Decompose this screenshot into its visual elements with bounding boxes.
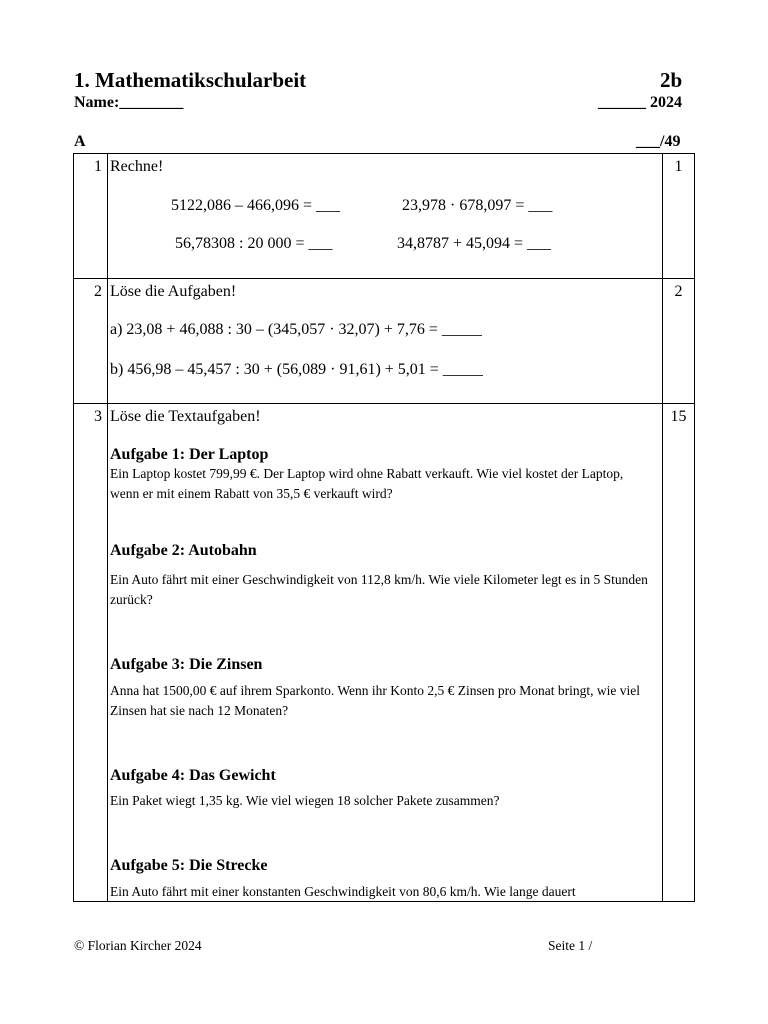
word-problem-text: Ein Auto fährt mit einer konstanten Geschwindigkeit von 80,6 km/h. Wie lange dauert [110,884,576,899]
task-number: 2 [94,283,102,300]
name-field-label: Name:________ [74,94,184,111]
date-year-label: ______ 2024 [598,94,682,111]
word-problem-title: Aufgabe 1: Der Laptop [110,446,269,463]
task-number: 1 [94,158,102,175]
word-problem-title: Aufgabe 5: Die Strecke [110,857,268,874]
word-problem-text: Ein Auto fährt mit einer Geschwindigkeit von 112,8 km/h. Wie viele Kilometer legt es in 5 Stunden zurück? [110,572,648,607]
task-instruction: Löse die Aufgaben! [110,283,237,300]
task-row-2 [74,279,694,404]
expression: 23,978 · 678,097 = ___ [402,197,553,214]
section-label: A [74,133,86,150]
task-instruction: Löse die Textaufgaben! [110,408,261,425]
exam-table [73,153,695,902]
page-title: 1. Mathematikschularbeit [74,68,307,92]
subtask-b: b) 456,98 – 45,457 : 30 + (56,089 · 91,61) + 5,01 = _____ [110,361,483,378]
task-row-3 [74,404,694,902]
task-number: 3 [94,408,102,425]
class-code: 2b [660,68,683,92]
expression: 5122,086 – 466,096 = ___ [171,197,341,214]
subtask-a: a) 23,08 + 46,088 : 30 – (345,057 · 32,07) + 7,76 = _____ [110,321,482,338]
word-problem-text: Ein Laptop kostet 799,99 €. Der Laptop wird ohne Rabatt verkauft. Wie viel kostet der Laptop, wenn er mit einem Rabatt von 35,5 € verkauft wird? [110,466,624,501]
footer-page-number: Seite 1 / [548,938,593,953]
task-points: 1 [674,158,683,175]
expression: 34,8787 + 45,094 = ___ [397,235,552,252]
total-score: ___/49 [636,133,681,150]
task-points: 15 [670,408,687,425]
word-problem-text: Anna hat 1500,00 € auf ihrem Sparkonto. Wenn ihr Konto 2,5 € Zinsen pro Monat bringt, wie viel Zinsen hat sie nach 12 Monaten? [110,683,640,718]
task-row-1 [74,154,694,279]
word-problem-text: Ein Paket wiegt 1,35 kg. Wie viel wiegen 18 solcher Pakete zusammen? [110,793,500,808]
word-problem-title: Aufgabe 4: Das Gewicht [110,767,276,784]
footer-copyright: © Florian Kircher 2024 [74,938,202,953]
word-problem-title: Aufgabe 3: Die Zinsen [110,656,263,673]
task-points: 2 [674,283,683,300]
task-instruction: Rechne! [110,158,164,175]
word-problem-title: Aufgabe 2: Autobahn [110,542,257,559]
expression: 56,78308 : 20 000 = ___ [175,235,333,252]
